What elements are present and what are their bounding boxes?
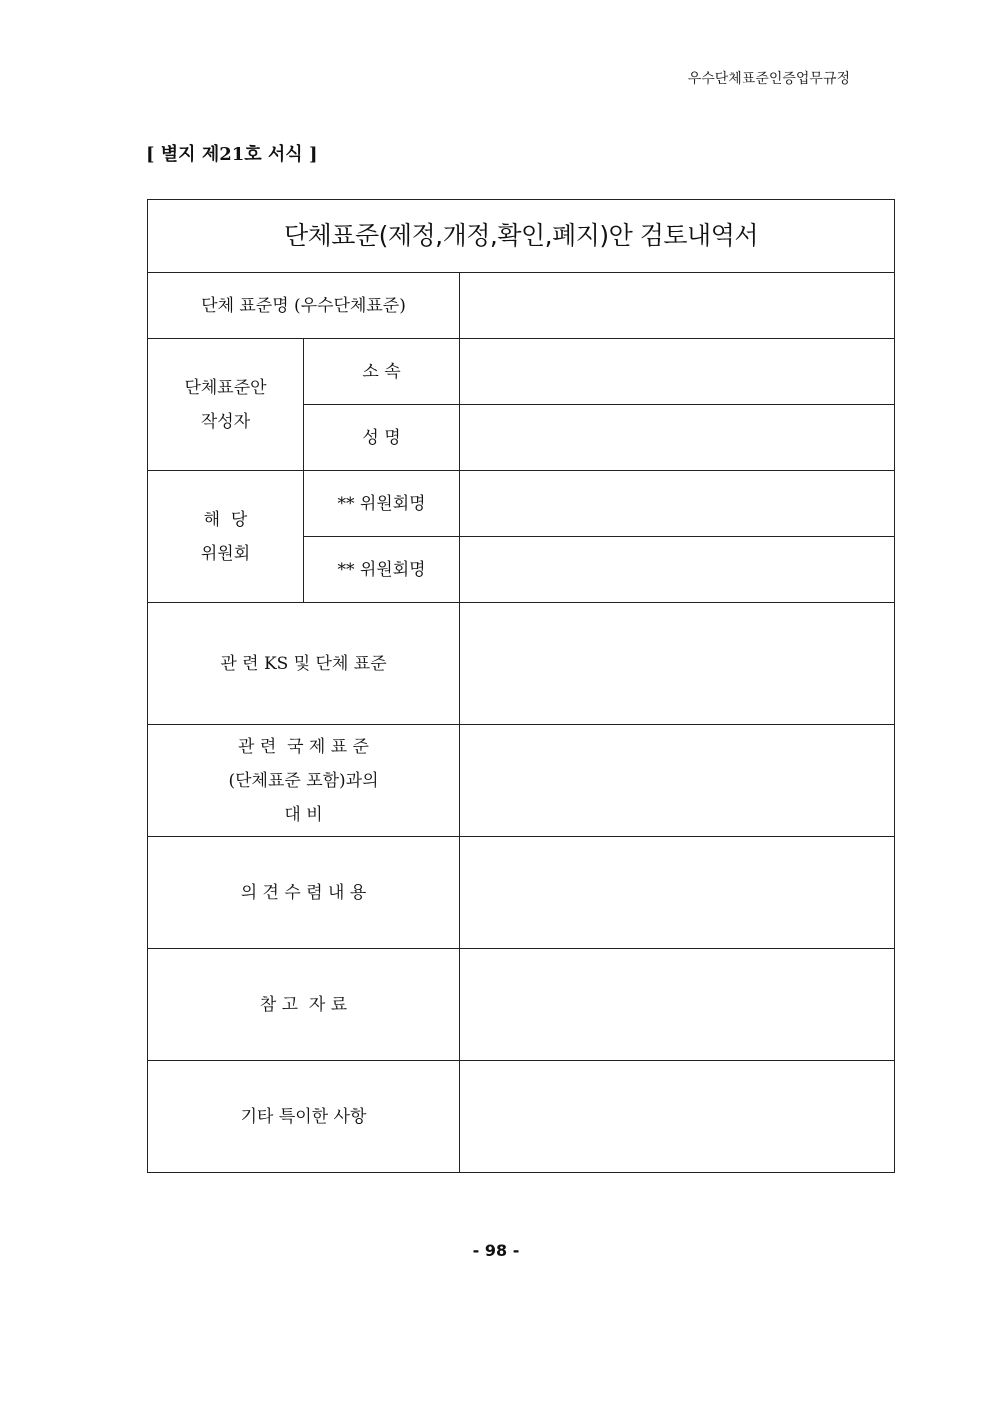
review-form-table <box>147 199 895 1173</box>
opinion-field[interactable] <box>460 837 895 949</box>
author-affiliation-label: 소 속 <box>304 339 460 405</box>
committee-group-label-line1: 해 당 <box>203 509 248 530</box>
related-ks-row <box>148 603 895 725</box>
other-row <box>148 1061 895 1173</box>
standard-name-row <box>148 273 895 339</box>
running-header: 우수단체표준인증업무규정 <box>687 71 850 87</box>
reference-label: 참 고 자 료 <box>148 949 460 1061</box>
committee-name-field-2[interactable] <box>460 537 895 603</box>
other-label: 기타 특이한 사항 <box>148 1061 460 1173</box>
related-ks-field[interactable] <box>460 603 895 725</box>
author-affiliation-field[interactable] <box>460 339 895 405</box>
committee-group-label <box>148 471 304 603</box>
standard-name-field[interactable] <box>460 273 895 339</box>
author-group-label-line1: 단체표준안 <box>184 377 267 398</box>
intl-standard-label-line3: 대 비 <box>284 804 323 825</box>
opinion-row <box>148 837 895 949</box>
committee-group-label-line2: 위원회 <box>200 543 251 564</box>
intl-standard-row <box>148 725 895 837</box>
intl-standard-label <box>148 725 460 837</box>
opinion-label: 의 견 수 렴 내 용 <box>148 837 460 949</box>
intl-standard-field[interactable] <box>460 725 895 837</box>
related-ks-label: 관 련 KS 및 단체 표준 <box>148 603 460 725</box>
author-group-label <box>148 339 304 471</box>
author-name-field[interactable] <box>460 405 895 471</box>
reference-row <box>148 949 895 1061</box>
author-affiliation-row <box>148 339 895 405</box>
form-label: [ 별지 제21호 서식 ] <box>146 144 318 165</box>
form-title: 단체표준(제정,개정,확인,폐지)안 검토내역서 <box>148 200 895 273</box>
other-field[interactable] <box>460 1061 895 1173</box>
author-name-label: 성 명 <box>304 405 460 471</box>
committee-row-1 <box>148 471 895 537</box>
reference-field[interactable] <box>460 949 895 1061</box>
intl-standard-label-line2: (단체표준 포함)과의 <box>228 770 379 791</box>
committee-name-label-2: ** 위원회명 <box>304 537 460 603</box>
committee-name-field-1[interactable] <box>460 471 895 537</box>
author-group-label-line2: 작성자 <box>200 411 251 432</box>
page-number: - 98 - <box>472 1241 520 1260</box>
standard-name-label: 단체 표준명 (우수단체표준) <box>148 273 460 339</box>
committee-name-label-1: ** 위원회명 <box>304 471 460 537</box>
intl-standard-label-line1: 관 련 국 제 표 준 <box>238 736 369 757</box>
